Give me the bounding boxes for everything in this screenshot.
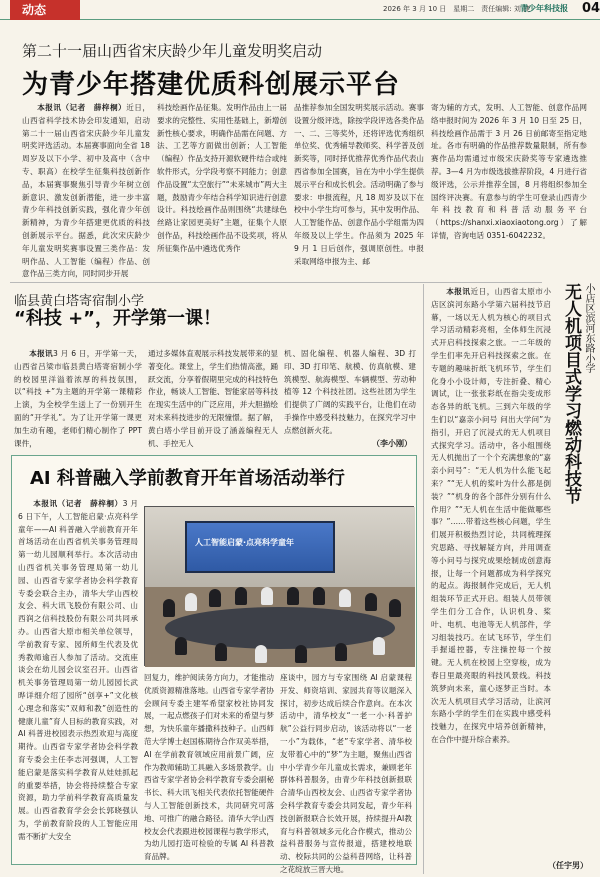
article1-column-4 (431, 102, 587, 278)
photo-person (163, 599, 175, 617)
article1-column-2 (157, 102, 287, 278)
article3-column-3 (280, 672, 412, 874)
photo-person (335, 643, 347, 661)
article3-col3-text: 座谈中，园方与专家围绕 AI 启蒙课程开发、师资培训、家园共育等议题深入探讨，初步达成后续合作意向。在本次活动中，清华校友“一老一小·科普护航”公益行同步启动，该活动将以“一老一小”为载体，“老”专家学者、清华校友带着心中的“梦”为主题，聚焦山西省中小学青少年儿童成长需求，兼顾老年群体科普服务，由青少年科技创新报联合清华山西校友会、山西省专家学者协会科学教育专委会共同发起，青少年科技创新报联合长效开展，持续提升AI教育与科普领域多元化合作模式，推动公益科普服务与宣传报道，搭建校地联动、校际共同的公益科普网络，让科普之花绽放三晋大地。 (280, 673, 412, 874)
photo-person (185, 593, 197, 611)
article2-subtitle: 临县黄白塔寄宿制小学 (14, 294, 145, 309)
photo-person (235, 587, 247, 605)
photo-person (313, 587, 325, 605)
article1-byline: 本报讯（记者 薛梓桐） (37, 103, 127, 112)
article2-column-1 (14, 348, 142, 448)
photo-person (295, 645, 307, 663)
paper-name: 青少年科技报 (520, 4, 568, 13)
photo-person (209, 589, 221, 607)
photo-person (255, 645, 267, 663)
article1-column-1 (22, 102, 150, 278)
article3-column-2 (144, 672, 274, 860)
sidebar-text: 近日，山西省太原市小店区滨河东路小学第六届科技节启幕，一场以无人机为核心的项目式学习活动精彩亮相，全体师生沉浸式开启科技探索之旅。一二年级的学生们率先开启科技探索之旅。在专题的趣味折纸飞机环节，学生们化身小小设计师，专注折叠、精心调试，让一张张彩纸在指尖变成形态各异的纸飞机。三到六年级的学生们以“嘉亲小问号 问出大学问”为指引，开启了沉浸式的无人机项目式探究学习。活动中，各小组围绕无人机抛出了一个个充满想象的“嘉亲小问号”：“无人机为什么能飞起来？”“无人机的桨叶为什么都是倒装？”“机身的各个部件分别有什么作用？”“无人机在生活中能做哪些事？”……带着这些核心问题，学生们展开积极热烈讨论，共同梳理探究思路、寻找解疑方向，并用调查等小问号与探究成果绘制成创意海报，让每一个问题都成为科学探究的起点。海报制作完成后，无人机组装环节正式开启。组装人员带领学生们分工合作，认识机身、桨叶、电机、电池等无人机部件，学习组装技巧。在试飞环节，学生们手握遥控器，专注操控每一个按键。无人机在校园上空穿梭，成为春日里最亮眼的科技风景线。科技筑梦向未来，童心逐梦正当时。本次无人机项目式学习活动，让滨河东路小学的学生们在实践中感受科技魅力，在探究中培养创新精神，在合作中提升综合素养。 (431, 287, 552, 744)
sidebar-byline: 本报讯 (446, 287, 471, 296)
article2-col3-text: 机、固化编程、机器人编程、3D 打印、3D 打印笔、航模、仿真航模、建筑模型、航海模型、车辆模型、劳动种植等 12 个科技社团。这些社团为学生们提供了广阔的实践平台，让他们在动手操作中感受科技魅力，在探究学习中点燃创新火花。 (284, 349, 416, 435)
article2-col2-text: 通过多媒体直观展示科技发展带来的显著变化。课堂上，学生们热情高涨，踊跃交流，分享着假期里完成的科技特色作业，畅谈人工智能、智能家居等科技在现实生活中的广泛应用，并大胆描绘对未来科技进步的无限憧憬。据了解，黄白塔小学目前开设了涵盖编程无人机、手控无人 (148, 349, 278, 448)
article2-byline: 本报讯 (29, 349, 53, 358)
photo-person (389, 599, 401, 617)
photo-person (365, 593, 377, 611)
issue-date: 2026 年 3 月 10 日 星期二 责任编辑: 刘 捷 (383, 5, 531, 13)
photo-screen (185, 521, 335, 573)
article1-col3-text: 品推荐参加全国发明奖展示活动。赛事设置分级评选，除按学段评选各类作品一、二、三等奖外，还将评选优秀组织单位奖、优秀辅导教师奖、科学普及创新奖等，同时择优推荐优秀作品代表山西省参加全国赛，旨在为中小学生提供展示平台和成长机会。活动明确了参与要求：申报流程，凡 18 周岁及以下在校中小学生均可参与，其中发明作品、人工智能作品、创意作品小学组需为四年级及以上学生。作品须为 2025 年 9 月 1 日后创作，强调原创性。申报采取网络申报为主、邮 (294, 103, 424, 266)
article1-col4-text: 寄为辅的方式，发明、人工智能、创意作品网络申报时间为 2026 年 3 月 10 日至 25 日，科技绘画作品需于 3 月 26 日前邮寄至指定地址。各市有明确的作品推荐数量限制，所有参赛作品均需通过市级宋庆龄奖等专家遴选推荐。3—4 月为市级选拔推荐阶段，4 月进行省级评选，公示并推荐全国，8 月将组织参加全国终评决赛。有意参与的学生可登录山西青少年科技教育和科普活动服务平台（https://shanxi.xiaoxiaotong.org）了解详情，咨询电话 0351-6042232。 (431, 103, 588, 240)
photo-person (287, 587, 299, 605)
article1-col1-text: 近日，山西省科学技术协会印发通知，启动第二十一届山西省宋庆龄少年儿童发明奖评选活动。本届赛事面向全省 18 周岁及以下小学、初中及高中（含中专、职高）在校学生征集科技创新作品，本届赛事聚焦引导青少年树立创新意识、激发创新潜能，进一步丰富青少年科技创新实践，强化青少年创新精神，为青少年搭建更优质的科技创新展示平台。据悉，此次宋庆龄少年儿童发明奖赛事设置三类作品：发明作品、人工智能（编程）作品、创意作品三类方向，同时同步开展 (22, 103, 150, 279)
divider (10, 282, 542, 283)
sidebar-headline: 无人机项目式学习燃动科技节 (561, 283, 581, 504)
photo-screen-text: 人工智能启蒙·点亮科学童年 (195, 538, 295, 547)
photo-person (215, 643, 227, 661)
event-photo (144, 506, 414, 666)
article2-column-2 (148, 348, 278, 448)
article2-col1-text: 3 月 6 日，开学第一天，山西省吕梁市临县黄白塔寄宿制小学的校园里洋溢着浓厚的科技氛围，以“科技 +”为主题的开学第一课精彩上演，为全校学生送上了一份别开生面的“开学礼”。为了让开学第一课更加生动有趣，老师们精心制作了 PPT 课件， (14, 349, 143, 448)
section-tag: 动态 (10, 0, 80, 20)
article1-subtitle: 第二十一届山西省宋庆龄少年儿童发明奖启动 (22, 42, 323, 60)
article3-byline: 本报讯（记者 薛梓桐） (33, 499, 123, 508)
photo-table (165, 607, 395, 649)
photo-person (175, 637, 187, 655)
article2-column-3 (284, 348, 416, 434)
sidebar-signature: （任宇男） (548, 861, 588, 870)
photo-person (261, 587, 273, 605)
article1-column-3 (294, 102, 424, 278)
article1-col2-text: 科技绘画作品征集。发明作品由上一届要求的完整性、实用性基础上，新增创新性核心要求，明确作品需在问题、方法、工艺等方面做出创新；人工智能（编程）作品支持开源软硬件结合或纯软件形式，分学段考察不同能力；创意作品设置“太空旅行”“未来城市”两大主题，鼓励青少年结合科学知识进行创意设计。科技绘画作品则围绕“共建绿色丝路让家园更美好”主题，征集个人原创作品，科技绘画作品不设奖项，将从所征集作品中遴选优秀作 (157, 103, 287, 253)
article3-column-1 (18, 498, 138, 860)
article3-col2-text: 回复力，维护阅读务方向力，才能推动优质资源精准落地。山西省专家学者协会顾问专委主建军希望家校社协同发展，一起点燃孩子们对未来的希望与梦想，为快乐童年播撒科技种子。山西师范大学博士赵国栋期待合作双美举措，AI 在学前教育领域应用前景广阔，应作为教师辅助工具融入多场景教学。山西省专家学者协会科学教育专委会副秘书长、科大讯飞相关代表依托智能硬件与人工智能创新技术，共同研究可落地、可推广的融合路径。清华大学山西校友会代表跟进校园课程与教学形式，为幼儿园打造可检验的专属 AI 科普教育品牌。 (144, 673, 274, 862)
sidebar-kicker: 小店区滨河东路小学 (583, 283, 594, 373)
sidebar-column (431, 286, 551, 872)
photo-person (373, 637, 385, 655)
article2-signature: （李小刚） (372, 439, 412, 448)
column-divider (423, 284, 424, 874)
article1-headline: 为青少年搭建优质科创展示平台 (22, 70, 401, 100)
article3-col1-text: 3 月 6 日下午，人工智能启蒙·点亮科学童年——AI 科普融入学前教育开年首场活动在山西省机关事务管理局第一幼儿园顺利举行。本次活动由山西省机关事务管理局第一幼儿园、山西省专家学者协会科学教育专委会联合主办，清华大学山西校友会、科大讯飞股份有限公司、山西润之信科技股份有限公司共同承办。山西省大原市相关单位领导，学前教育专家、园所师生代表及优秀教师逾百人参加了活动。交流座谈会在幼儿园会议室召开。山西省机关事务管理局第一幼儿园园长武晔详细介绍了园所“创享+”文化核心理念和落实“双师和教”创造性的健康儿童”育人目标的教育实践，对 AI 科普进校园表示热烈欢迎与高度期待。山西省专家学者协会科学教育专委会主任李志河强调，人工智能启蒙是落实科学教育从娃娃抓起的重要举措，协会将持续整合专家资源，助力学前科学教育高质量发展。山西省教育学会会长郭晓强认为，学前教育阶段的人工智能应用需不断扩大安全 (18, 499, 139, 841)
photo-person (339, 589, 351, 607)
article2-headline: “科技 +”，开学第一课！ (14, 308, 222, 329)
article3-headline: AI 科普融入学前教育开年首场活动举行 (30, 468, 345, 489)
page-number: 04 (582, 1, 600, 16)
